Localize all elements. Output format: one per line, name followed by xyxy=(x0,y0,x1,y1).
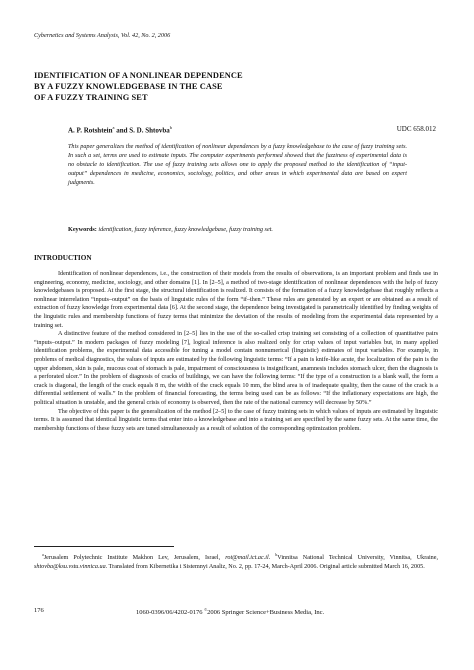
footnote-email-1: rot@mail.ict.ac.il xyxy=(225,555,269,562)
footnote xyxy=(34,551,438,571)
paragraph-3: The objective of this paper is the generalization of the method [2–5] to the case of fuzzy training sets in which values of inputs are estimated by linguistic terms. It is assumed that identical linguistic terms that enter into a knowledgebase and into a training set are specified by the same fuzzy sets. At the same time, the membership functions of these fuzzy sets are tuned simultaneously as a result of solution of the corresponding optimization problem. xyxy=(34,408,438,432)
footnote-divider xyxy=(34,546,174,547)
footnote-text: $^a$Jerusalem Polytechnic Institute Makhon Lev, Jerusalem, Israel, rot@mail.ict.ac.il. $^b$Vinnitsa National Technical University, Vinnitsa, Ukraine, shtovba@ksu.vstu.vinnica.ua. Translated from Kibernetika i Sistemnyi Analiz, No. 2, pp. 17-24, March-April 2006. Original article submitted March 16, 2005. xyxy=(34,552,439,570)
author-1-affiliation-mark: a xyxy=(112,125,115,130)
footnote-mark-a: a xyxy=(42,552,44,557)
footnote-email-2: shtovba@ksu.vstu.vinnica.ua xyxy=(34,563,106,570)
title-line-1: IDENTIFICATION OF A NONLINEAR DEPENDENCE xyxy=(34,71,243,80)
author-list xyxy=(68,125,172,134)
paragraph-1: Identification of nonlinear dependences, i.e., the construction of their models from the results of observations, is an important problem and finds use in engineering, economy, medicine, sociology, and other domains [1]. In [2–5], a method of two-stage identification of nonlinear dependences with the help of fuzzy knowledgebases is proposed. At the first stage, the structural identification is realized. It consists of the formation of a fuzzy knowledgebase that roughly reflects a nonlinear interrelation “inputs–output” on the basis of linguistic rules of the form “if–then.” These rules are generated by an expert or are obtained as a result of extraction of fuzzy knowledge from experimental data [6]. At the second stage, the dependence being investigated is parametrically identified by finding weights of the linguistic rules and membership functions of fuzzy terms that minimize the deviation of the results of modeling from the experimental data represented by a training set. xyxy=(34,271,438,329)
udc-code: UDC 658.012 xyxy=(396,125,436,133)
author-1: A. P. Rotshtein xyxy=(68,126,113,135)
author-2-affiliation-mark: b xyxy=(169,125,172,130)
page-number: 176 xyxy=(34,607,44,614)
journal-header: Cybernetics and Systems Analysis, Vol. 42, No. 2, 2006 xyxy=(34,32,171,39)
keywords xyxy=(68,226,407,233)
copyright-symbol: © xyxy=(204,607,208,612)
copyright-text: 2006 Springer Science+Business Media, Inc. xyxy=(207,609,325,617)
paper-title xyxy=(34,70,243,103)
footnote-mark-b: b xyxy=(275,552,278,557)
issn-copyright xyxy=(136,607,324,616)
body-text xyxy=(34,270,438,433)
abstract: This paper generalizes the method of identification of nonlinear dependences by a fuzzy knowledgebase to the case of fuzzy training sets. In such a set, terms are used to estimate inputs. The computer experiments performed showed that the fuzziness of experimental data is no obstacle to identification. The use of fuzzy training sets allows one to apply the proposed method to the identification of “input-output” dependences in medicine, economics, sociology, politics, and other areas in which experimental data are based on expert judgments. xyxy=(68,144,407,186)
keywords-label: Keywords: xyxy=(68,226,97,233)
section-heading: INTRODUCTION xyxy=(34,254,92,262)
author-2: S. D. Shtovba xyxy=(129,126,170,135)
footnote-translation-note: Translated from Kibernetika i Sistemnyi Analiz, No. 2, pp. 17-24, March-April 2006. Original article submitted March 16, 2005. xyxy=(108,563,425,570)
keywords-text: identification, fuzzy inference, fuzzy knowledgebase, fuzzy training set. xyxy=(98,226,273,233)
footnote-affiliation-1: Jerusalem Polytechnic Institute Makhon Lev, Jerusalem, Israel, xyxy=(43,555,221,562)
footnote-affiliation-2: Vinnitsa National Technical University, Vinnitsa, Ukraine, xyxy=(277,555,439,562)
issn-code: 1060-0396/06/4202-0176 xyxy=(136,609,203,617)
title-line-2: BY A FUZZY KNOWLEDGEBASE IN THE CASE xyxy=(34,82,223,91)
title-line-3: OF A FUZZY TRAINING SET xyxy=(34,93,148,102)
author-conjunction: and xyxy=(116,126,128,135)
paragraph-2: A distinctive feature of the method considered in [2–5] lies in the use of the so-called crisp training set consisting of a collection of quantitative pairs “inputs–output.” In modern packages of fuzzy modeling [7], logical inference is also realized only for crisp values of input variables but, in many applied identification problems, the experimental data accessible for tuning a model contain nonnumerical (linguistic) estimates of input variables. For example, in problems of medical diagnostics, the values of inputs are estimated by the following linguistic terms: “If a pain is knife-like acute, the localization of the pain is the upper abdomen, skin is pale, mucous coat of stomach is pale, impairment of consciousness is insignificant, anamnesis includes stomach ulcer, then the diagnosis is a perforated ulcer.” In the problem of diagnosis of cracks of buildings, we can have the following terms: “If the type of a construction is a blank wall, the form a crack is diagonal, the length of the crack equals 8 m, the width of the crack equals 10 mm, the blind area is of inadequate quality, then the cause of the crack is a differential settlement of walls.” In the problem of financial forecasting, the terms being used can be as follows: “If the inflationary expectations are high, the political situation is unstable, and the general crisis of economy is observed, then the rate of the national currency will decrease by 50%.” xyxy=(34,331,438,406)
